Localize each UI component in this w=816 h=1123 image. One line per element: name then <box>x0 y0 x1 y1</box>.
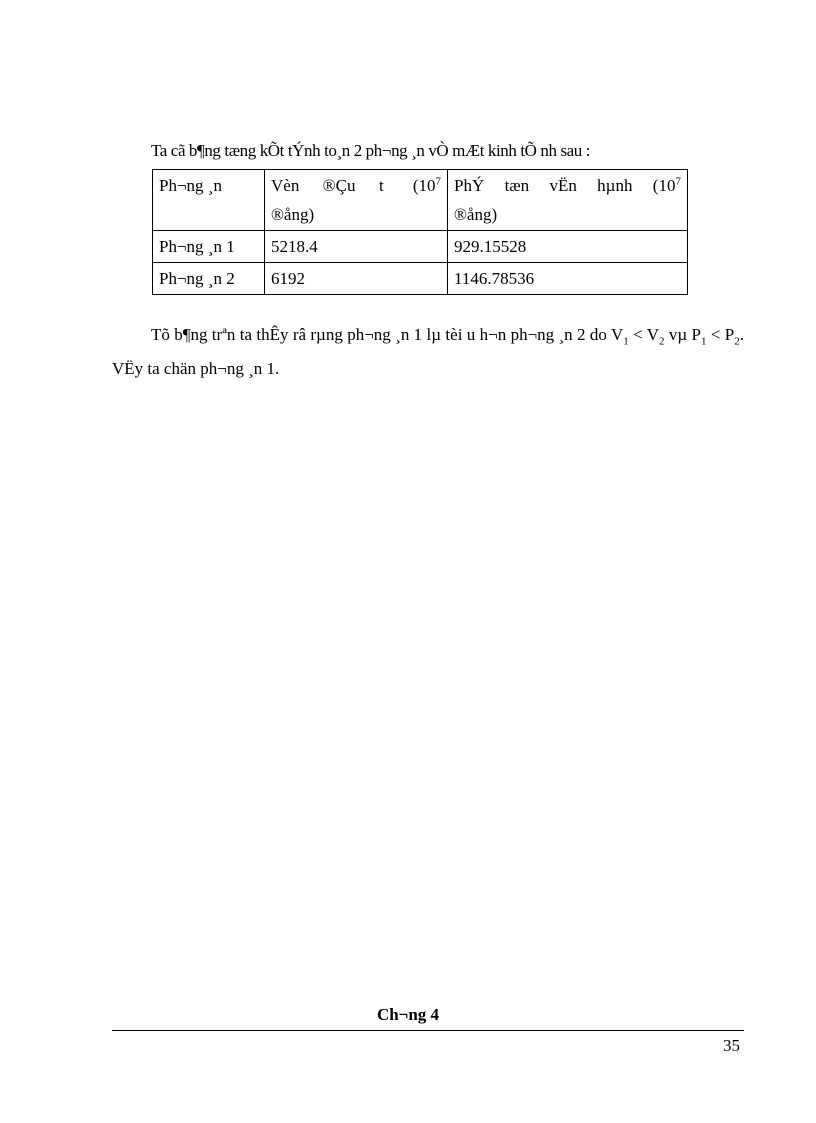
header-cost <box>448 170 688 231</box>
row-capital: 6192 <box>265 263 448 295</box>
header-capital-word: ®Çu <box>322 176 356 195</box>
footer-divider <box>112 1030 744 1031</box>
header-capital-word: t <box>378 176 384 195</box>
header-cost-word: hµnh <box>597 176 633 195</box>
row-option: Ph¬ng ¸n 1 <box>153 231 265 263</box>
header-option: Ph¬ng ¸n <box>153 170 265 231</box>
header-cost-word: PhÝ <box>454 176 485 195</box>
page-number: 35 <box>723 1036 740 1055</box>
results-table <box>152 169 688 295</box>
header-cost-unit: ($10^7$ <box>652 175 681 195</box>
header-capital-unit: ($10^7$ <box>412 175 441 195</box>
header-cost-word: vËn <box>549 176 577 195</box>
row-option: Ph¬ng ¸n 2 <box>153 263 265 295</box>
header-cost-line2: ®ång) <box>454 205 498 224</box>
table-header-row <box>153 170 688 231</box>
row-cost: 929.15528 <box>448 231 688 263</box>
header-capital-word: Vèn <box>271 176 300 195</box>
conclusion-paragraph: Tõ b¶ng trªn ta thÊy râ rµng ph¬ng ¸n 1 lµ tèi u h¬n ph¬ng ¸n 2 do $V_1 < V_2$ vµ $P_1 < P_2$. VËy ta chän ph¬ng ¸n 1. <box>112 325 744 378</box>
table-row <box>153 263 688 295</box>
row-cost: 1146.78536 <box>448 263 688 295</box>
header-capital <box>265 170 448 231</box>
header-cost-word: tæn <box>504 176 530 195</box>
table-intro: Ta cã b¶ng tæng kÕt tÝnh to¸n 2 ph¬ng ¸n vÒ mÆt kinh tÕ nh sau : <box>151 141 591 160</box>
row-capital: 5218.4 <box>265 231 448 263</box>
footer-chapter-title: Ch¬ng 4 <box>376 1005 440 1024</box>
header-capital-line2: ®ång) <box>271 205 315 224</box>
table-row <box>153 231 688 263</box>
